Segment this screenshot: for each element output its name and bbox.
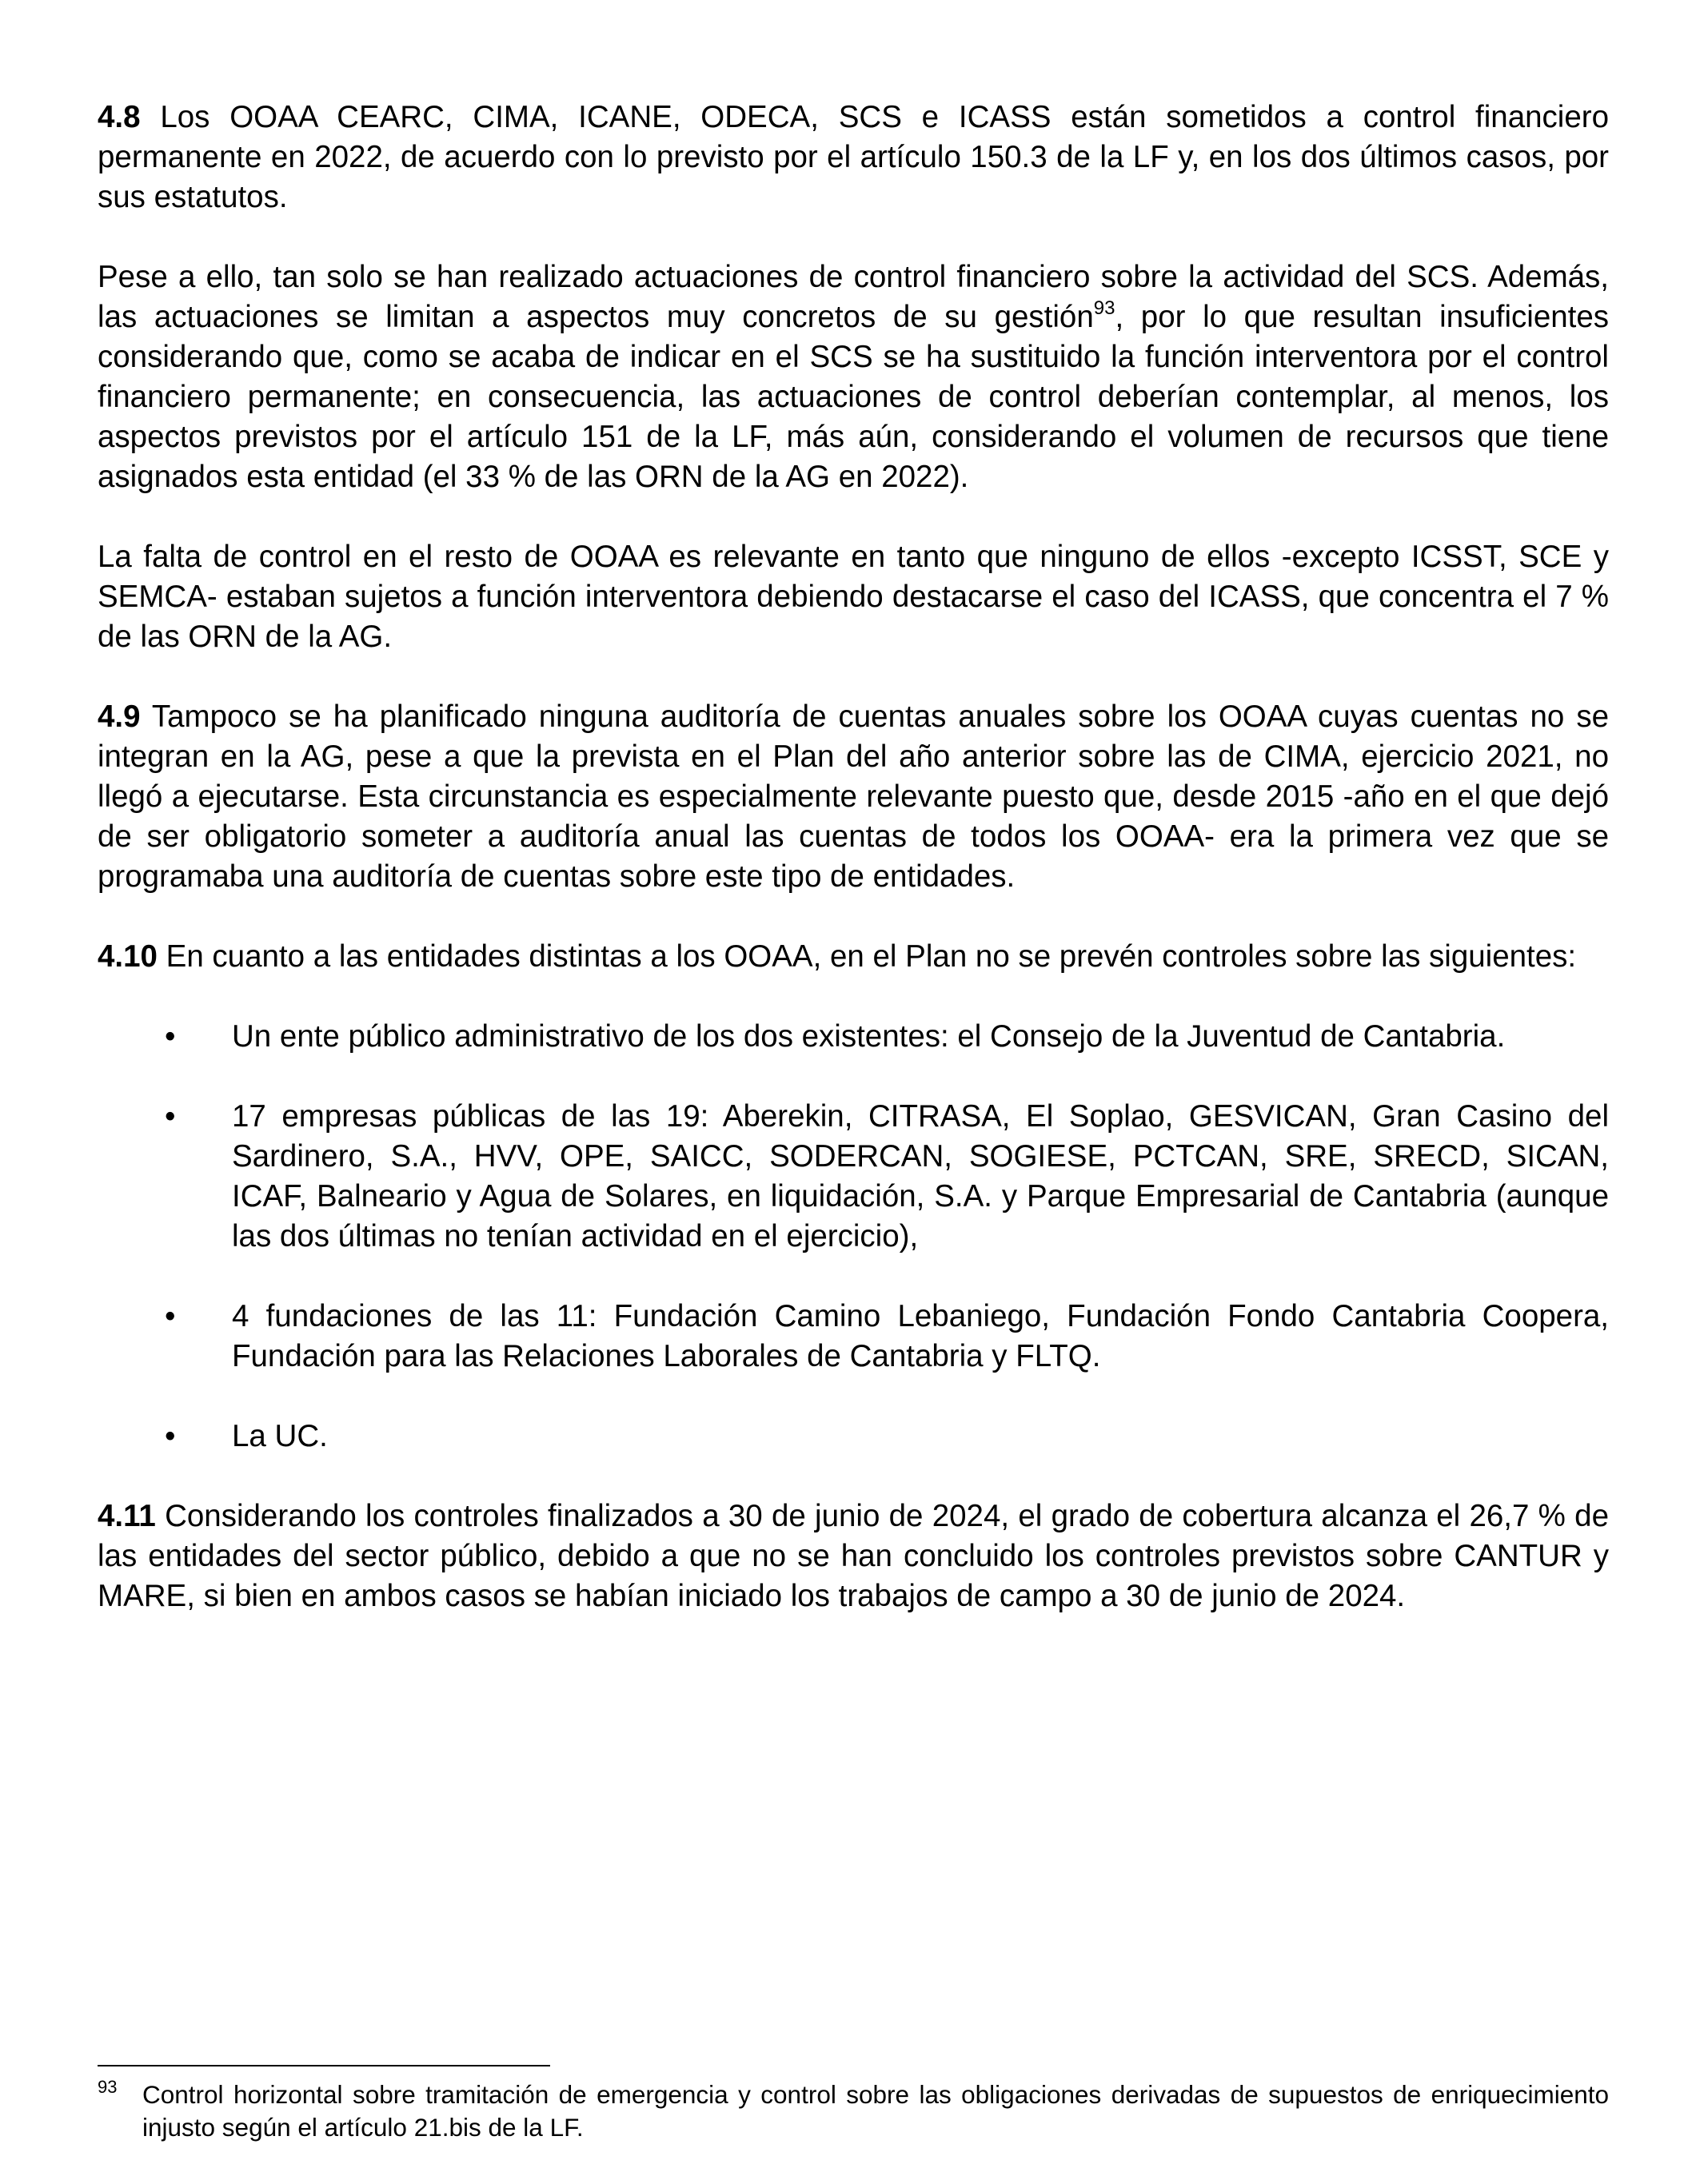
list-item [98, 1297, 1609, 1377]
bullet-icon: • [165, 1019, 176, 1054]
paragraph-text: Pese a ello, tan solo se han realizado actuaciones de control financiero sobre la actividad del SCS. Además, las actuaciones se limitan a aspectos muy concretos de su gestión [98, 260, 1609, 334]
footnote-reference[interactable]: 93 [1093, 297, 1115, 319]
paragraph-4-8 [98, 98, 1609, 217]
list-item-text: 17 empresas públicas de las 19: Aberekin, CITRASA, El Soplao, GESVICAN, Gran Casino del Sardinero, S.A., HVV, OPE, SAICC, SODERCAN, SOGIESE, PCTCAN, SRE, SRECD, SICAN, ICAF, Balneario y Agua de Solares, en liquidación, S.A. y Parque Empresarial de Cantabria (aunque las dos últimas no tenían actividad en el ejercicio), [232, 1099, 1609, 1253]
paragraph-text: Considerando los controles finalizados a 30 de junio de 2024, el grado de cobertura alcanza el 26,7 % de las entidades del sector público, debido a que no se han concluido los controles previstos sobre CANTUR y MARE, si bien en ambos casos se habían iniciado los trabajos de campo a 30 de junio de 2024. [98, 1499, 1609, 1613]
bullet-icon: • [165, 1099, 176, 1134]
list-item [98, 1417, 1609, 1457]
document-page [98, 98, 1609, 1656]
paragraph-number: 4.11 [98, 1499, 156, 1533]
paragraph-number: 4.8 [98, 100, 141, 134]
paragraph-text: , por lo que resultan insuficientes considerando que, como se acaba de indicar en el SCS se ha sustituido la función interventora por el control financiero permanente; en consecuencia, las actuaciones de control deberían contemplar, al menos, los aspectos previstos por el artículo 151 de la LF, más aún, considerando el volumen de recursos que tiene asignados esta entidad (el 33 % de las ORN de la AG en 2022). [98, 300, 1610, 494]
paragraph-text: La falta de control en el resto de OOAA es relevante en tanto que ninguno de ellos -excepto ICSST, SCE y SEMCA- estaban sujetos a función interventora debiendo destacarse el caso del ICASS, que concentra el 7 % de las ORN de la AG. [98, 540, 1609, 654]
list-item [98, 1097, 1609, 1257]
paragraph-4-9 [98, 697, 1609, 897]
paragraph-number: 4.9 [98, 699, 141, 734]
bullet-icon: • [165, 1419, 176, 1453]
paragraph-4-10 [98, 937, 1609, 977]
list-item-text: Un ente público administrativo de los dos existentes: el Consejo de la Juventud de Cantabria. [232, 1019, 1506, 1054]
paragraph-4-8-scs [98, 257, 1609, 497]
list-item [98, 1017, 1609, 1057]
paragraph-text: Tampoco se ha planificado ninguna auditoría de cuentas anuales sobre los OOAA cuyas cuentas no se integran en la AG, pese a que la prevista en el Plan del año anterior sobre las de CIMA, ejercicio 2021, no llegó a ejecutarse. Esta circunstancia es especialmente relevante puesto que, desde 2015 -año en el que dejó de ser obligatorio someter a auditoría anual las cuentas de todos los OOAA- era la primera vez que se programaba una auditoría de cuentas sobre este tipo de entidades. [98, 699, 1609, 894]
footnote-text: Control horizontal sobre tramitación de emergencia y control sobre las obligaciones derivadas de supuestos de enriquecimiento injusto según el artículo 21.bis de la LF. [142, 2080, 1609, 2142]
paragraph-4-11 [98, 1497, 1609, 1616]
footnote-divider [98, 2065, 550, 2066]
paragraph-number: 4.10 [98, 939, 158, 974]
footnote-number: 93 [98, 2077, 118, 2097]
paragraph-text: Los OOAA CEARC, CIMA, ICANE, ODECA, SCS e ICASS están sometidos a control financiero permanente en 2022, de acuerdo con lo previsto por el artículo 150.3 de la LF y, en los dos últimos casos, por sus estatutos. [98, 100, 1609, 214]
paragraph-4-8-ooaa [98, 537, 1609, 657]
bullet-icon: • [165, 1299, 176, 1333]
list-item-text: La UC. [232, 1419, 328, 1453]
entity-bullet-list [98, 1017, 1609, 1457]
paragraph-text: En cuanto a las entidades distintas a los OOAA, en el Plan no se prevén controles sobre las siguientes: [157, 939, 1577, 974]
footnote [98, 2078, 1609, 2144]
list-item-text: 4 fundaciones de las 11: Fundación Camino Lebaniego, Fundación Fondo Cantabria Coopera, Fundación para las Relaciones Laborales de Cantabria y FLTQ. [232, 1299, 1609, 1373]
